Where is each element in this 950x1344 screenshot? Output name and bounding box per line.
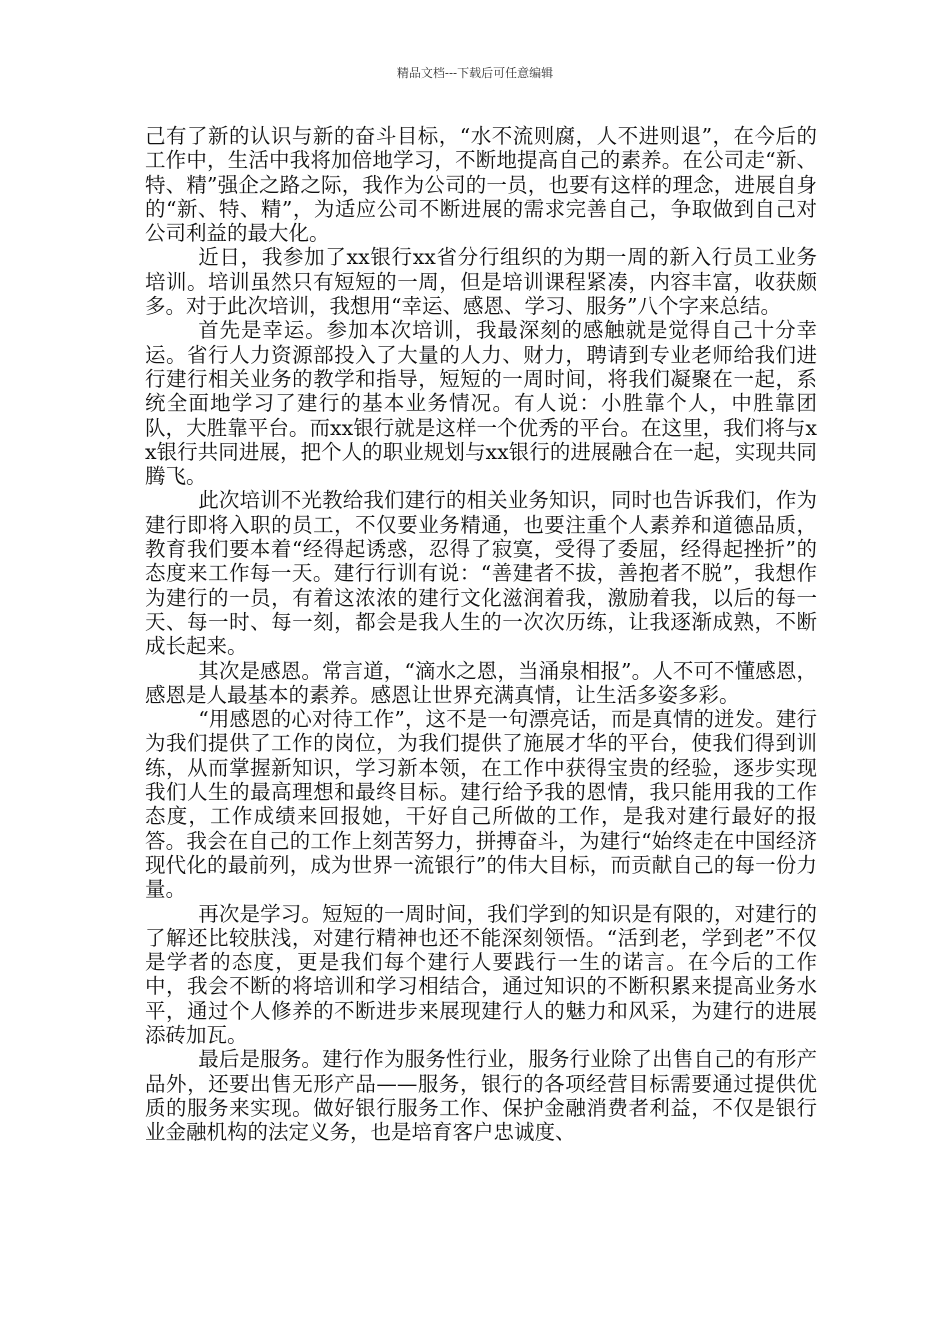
page-header: 精品文档---下载后可任意编辑 bbox=[396, 66, 554, 80]
paragraph-training-intro: 近日，我参加了xx银行xx省分行组织的为期一周的新入行员工业务培训。培训虽然只有短短的一周，但是培训课程紧凑，内容丰富，收获颇多。对于此次培训，我想用“幸运、感恩、学习、服务”八个字来总结。 bbox=[145, 245, 817, 319]
paragraph-fortune: 首先是幸运。参加本次培训，我最深刻的感触就是觉得自己十分幸运。省行人力资源部投入了大量的人力、财力，聘请到专业老师给我们进行建行相关业务的教学和指导，短短的一周时间，将我们凝聚在一起，系统全面地学习了建行的基本业务情况。有人说：小胜靠个人，中胜靠团队，大胜靠平台。而xx银行就是这样一个优秀的平台。在这里，我们将与xx银行共同进展，把个人的职业规划与xx银行的进展融合在一起，实现共同腾飞。 bbox=[145, 318, 817, 489]
document-body bbox=[145, 124, 817, 1144]
paragraph-gratitude-work: “用感恩的心对待工作”，这不是一句漂亮话，而是真情的迸发。建行为我们提供了工作的岗位，为我们提供了施展才华的平台，使我们得到训练，从而掌握新知识，学习新本领，在工作中获得宝贵的经验，逐步实现我们人生的最高理想和最终目标。建行给予我的恩情，我只能用我的工作态度，工作成绩来回报她，干好自己所做的工作，是我对建行最好的报答。我会在自己的工作上刻苦努力，拼搏奋斗，为建行“始终走在中国经济现代化的最前列，成为世界一流银行”的伟大目标，而贡献自己的每一份力量。 bbox=[145, 707, 817, 902]
paragraph-continuation: 己有了新的认识与新的奋斗目标，“水不流则腐，人不进则退”，在今后的工作中，生活中我将加倍地学习，不断地提高自己的素养。在公司走“新、特、精”强企之路之际，我作为公司的一员，也要有这样的理念，进展自身的“新、特、精”，为适应公司不断进展的需求完善自己，争取做到自己对公司利益的最大化。 bbox=[145, 124, 817, 246]
paragraph-gratitude: 其次是感恩。常言道，“滴水之恩，当涌泉相报”。人不可不懂感恩，感恩是人最基本的素养。感恩让世界充满真情，让生活多姿多彩。 bbox=[145, 658, 817, 707]
paragraph-learning: 再次是学习。短短的一周时间，我们学到的知识是有限的，对建行的了解还比较肤浅，对建行精神也还不能深刻领悟。“活到老，学到老”不仅是学者的态度，更是我们每个建行人要践行一生的诺言。在今后的工作中，我会不断的将培训和学习相结合，通过知识的不断积累来提高业务水平，通过个人修养的不断进步来展现建行人的魅力和风采，为建行的进展添砖加瓦。 bbox=[145, 901, 817, 1047]
paragraph-service: 最后是服务。建行作为服务性行业，服务行业除了出售自己的有形产品外，还要出售无形产品——服务，银行的各项经营目标需要通过提供优质的服务来实现。做好银行服务工作、保护金融消费者利益，不仅是银行业金融机构的法定义务，也是培育客户忠诚度、 bbox=[145, 1047, 817, 1145]
paragraph-training-values: 此次培训不光教给我们建行的相关业务知识，同时也告诉我们，作为建行即将入职的员工，不仅要业务精通，也要注重个人素养和道德品质，教育我们要本着“经得起诱惑，忍得了寂寞，受得了委屈，经得起挫折”的态度来工作每一天。建行行训有说：“善建者不拔，善抱者不脱”，我想作为建行的一员，有着这浓浓的建行文化滋润着我，激励着我，以后的每一天、每一时、每一刻，都会是我人生的一次次历练，让我逐渐成熟，不断成长起来。 bbox=[145, 488, 817, 659]
